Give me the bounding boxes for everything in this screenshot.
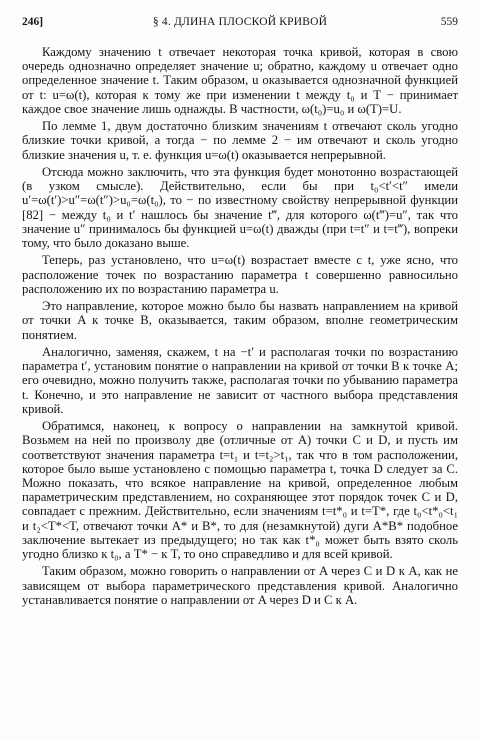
paragraph-6: Аналогично, заменяя, скажем, t на −t′ и располагая точки по возрастанию параметра t′, установим понятие о направлении на кривой от точки B к точке A; его очевидно, можно получить также, располагая точки по убыванию параметра t. Конечно, и это направление не зависит от частного выбора представления кривой.	[22, 345, 458, 416]
page-header	[22, 14, 458, 30]
page-number-left: 246]	[22, 16, 44, 28]
paragraph-8: Таким образом, можно говорить о направлении от A через C и D к A, как не зависящем от выбора параметрического представления кривой. Аналогично устанавливается понятие о направлении от A через D и C к A.	[22, 564, 458, 607]
page-number-right: 559	[440, 16, 458, 28]
page-body	[22, 45, 458, 732]
paragraph-7: Обратимся, наконец, к вопросу о направлении на замкнутой кривой. Возьмем на ней по произволу две (отличные от A) точки C и D, и пусть им соответствуют значения параметра t=t₁ и t=t₂>t₁, так что в том расположении, которое было выше установлено с помощью параметра t, точка D следует за C. Можно показать, что всякое направление на кривой, определенное любым параметрическим представлением, но сохраняющее этот порядок точек C и D, совпадает с прежним. Действительно, если значениям t=t*₀ и t=T*, где t₀<t*₀<t₁ и t₂<T*<T, отвечают точки A* и B*, то для (незамкнутой) дуги A*B* подобное заключение вытекает из предыдущего; но так как t*₀ может быть взято сколь угодно близко к t₀, а T* − к T, то оно справедливо и для всей кривой.	[22, 419, 458, 562]
paragraph-3: Отсюда можно заключить, что эта функция будет монотонно возрастающей (в узком смысле). Действительно, если бы при t₀<t′<t″ имели u′=ω(t′)>u″=ω(t″)>u₀=ω(t₀), то − по известному свойству непрерывной функции [82] − между t₀ и t′ нашлось бы значение t‴, для которого ω(t‴)=u″, так что значение u″ принималось бы функцией u=ω(t) дважды (при t=t″ и t=t‴), вопреки тому, что было доказано выше.	[22, 165, 458, 251]
paragraph-1: Каждому значению t отвечает некоторая точка кривой, которая в свою очередь однозначно определяет значение u; обратно, каждому u отвечает одно определенное значение t. Таким образом, u оказывается однозначной функцией от t: u=ω(t), которая к тому же при изменении t между t₀ и T − принимает каждое свое значение лишь однажды. В частности, ω(t₀)=u₀ и ω(T)=U.	[22, 45, 458, 116]
paragraph-2: По лемме 1, двум достаточно близким значениям t отвечают сколь угодно близкие точки кривой, а тогда − по лемме 2 − им отвечают и сколь угодно близкие значения u, т. е. функция u=ω(t) оказывается непрерывной.	[22, 119, 458, 162]
paragraph-4: Теперь, раз установлено, что u=ω(t) возрастает вместе с t, уже ясно, что расположение точек по возрастанию параметра t совершенно равносильно расположению их по возрастанию параметра u.	[22, 253, 458, 296]
running-title: § 4. ДЛИНА ПЛОСКОЙ КРИВОЙ	[152, 16, 328, 28]
paragraph-5: Это направление, которое можно было бы назвать направлением на кривой от точки A к точке B, оказывается, таким образом, вполне геометрическим понятием.	[22, 299, 458, 342]
